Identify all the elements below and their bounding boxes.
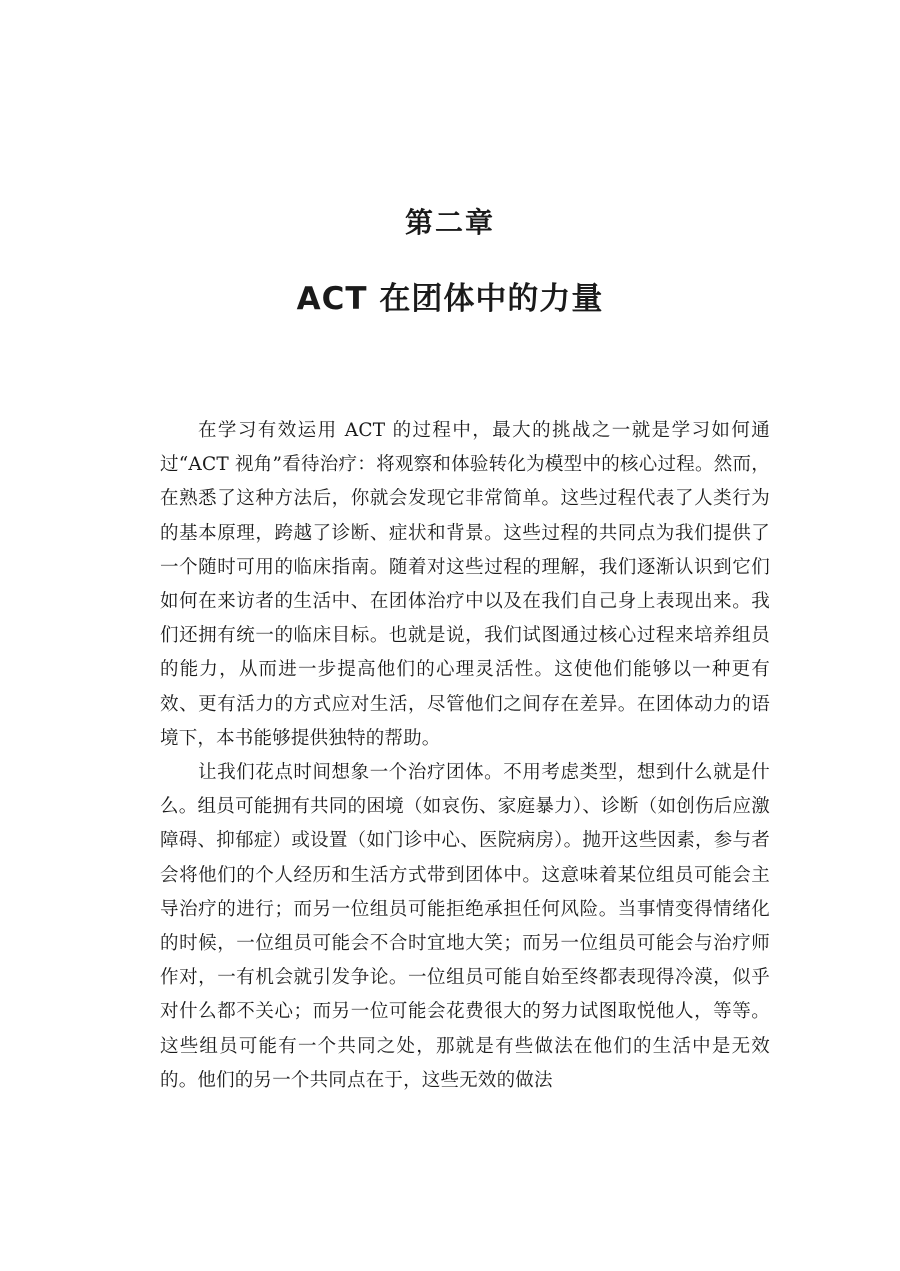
chapter-title: ACT 在团体中的力量 xyxy=(296,281,604,317)
paragraph: 让我们花点时间想象一个治疗团体。不用考虑类型，想到什么就是什么。组员可能拥有共同的困境（如哀伤、家庭暴力）、诊断（如创伤后应激障碍、抑郁症）或设置（如门诊中心、医院病房）。抛开这些因素，参与者会将他们的个人经历和生活方式带到团体中。这意味着某位组员可能会主导治疗的进行；而另一位组员可能拒绝承担任何风险。当事情变得情绪化的时候，一位组员可能会不合时宜地大笑；而另一位组员可能会与治疗师作对，一有机会就引发争论。一位组员可能自始至终都表现得冷漠，似乎对什么都不关心；而另一位可能会花费很大的努力试图取悦他人，等等。这些组员可能有一个共同之处，那就是有些做法在他们的生活中是无效的。他们的另一个共同点在于，这些无效的做法 xyxy=(160,762,770,1091)
body-text xyxy=(160,414,770,1098)
paragraph: 在学习有效运用 ACT 的过程中，最大的挑战之一就是学习如何通过“ACT 视角”看待治疗：将观察和体验转化为模型中的核心过程。然而，在熟悉了这种方法后，你就会发现它非常简单。这些过程代表了人类行为的基本原理，跨越了诊断、症状和背景。这些过程的共同点为我们提供了一个随时可用的临床指南。随着对这些过程的理解，我们逐渐认识到它们如何在来访者的生活中、在团体治疗中以及在我们自己身上表现出来。我们还拥有统一的临床目标。也就是说，我们试图通过核心过程来培养组员的能力，从而进一步提高他们的心理灵活性。这使他们能够以一种更有效、更有活力的方式应对生活，尽管他们之间存在差异。在团体动力的语境下，本书能够提供独特的帮助。 xyxy=(160,420,770,749)
chapter-label: 第二章 xyxy=(404,206,495,239)
